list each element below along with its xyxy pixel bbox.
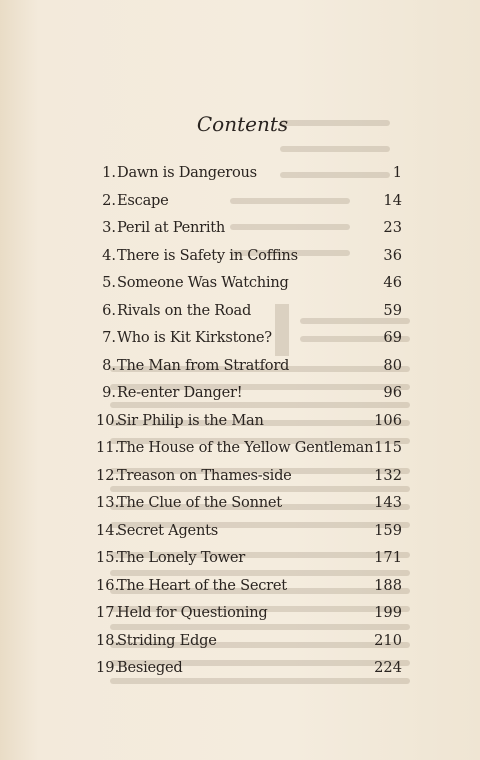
chapter-title: Someone Was Watching: [117, 274, 289, 291]
chapter-title: Re-enter Danger!: [117, 384, 243, 401]
chapter-number: 18.: [96, 631, 120, 649]
chapter-number: 19.: [96, 659, 120, 676]
chapter-number: 11.: [96, 439, 120, 456]
toc-entry: [96, 162, 402, 190]
chapter-title: The Heart of the Secret: [117, 576, 287, 594]
chapter-title: The Lonely Tower: [117, 549, 245, 566]
chapter-page: 210: [374, 631, 402, 649]
chapter-page: 1: [392, 164, 402, 181]
chapter-title: Escape: [117, 191, 169, 209]
chapter-title: Secret Agents: [117, 521, 218, 539]
toc-entry: [96, 190, 402, 218]
chapter-title: The Man from Stratford: [117, 356, 290, 374]
chapter-page: 36: [383, 246, 402, 264]
chapter-page: 23: [383, 219, 402, 236]
chapter-title: Dawn is Dangerous: [117, 164, 257, 181]
chapter-title: Besieged: [117, 659, 183, 676]
toc-entry: [96, 575, 402, 603]
toc-entry: [96, 327, 402, 355]
chapter-page: 115: [374, 439, 402, 456]
chapter-page: 96: [383, 384, 402, 401]
chapter-number: 9.: [102, 384, 116, 401]
toc-entry: [96, 437, 402, 465]
chapter-number: 13.: [96, 494, 120, 511]
chapter-number: 4.: [102, 246, 116, 264]
toc-entry: [96, 520, 402, 548]
toc-entry: [96, 382, 402, 410]
toc-entry: [96, 602, 402, 630]
chapter-page: 171: [374, 549, 402, 566]
chapter-number: 16.: [96, 576, 120, 594]
toc-entry: [96, 217, 402, 245]
chapter-number: 6.: [102, 301, 116, 319]
chapter-page: 132: [374, 466, 402, 484]
chapter-number: 5.: [102, 274, 116, 291]
chapter-page: 199: [374, 604, 402, 621]
contents-heading: Contents: [196, 112, 289, 136]
chapter-page: 143: [374, 494, 402, 511]
chapter-number: 2.: [102, 191, 116, 209]
toc-entry: [96, 300, 402, 328]
toc-entry: [96, 657, 402, 685]
chapter-title: Peril at Penrith: [117, 219, 226, 236]
chapter-page: 69: [383, 329, 402, 346]
chapter-number: 12.: [96, 466, 120, 484]
toc-entry: [96, 547, 402, 575]
toc-entry: [96, 410, 402, 438]
chapter-page: 224: [374, 659, 402, 676]
table-of-contents: [96, 162, 402, 685]
chapter-page: 188: [374, 576, 402, 594]
chapter-number: 3.: [102, 219, 116, 236]
chapter-page: 159: [374, 521, 402, 539]
chapter-number: 17.: [96, 604, 120, 621]
chapter-number: 8.: [102, 356, 116, 374]
chapter-page: 46: [383, 274, 402, 291]
chapter-page: 106: [374, 411, 402, 429]
chapter-title: Striding Edge: [117, 631, 217, 649]
chapter-title: There is Safety in Coffins: [117, 246, 298, 264]
chapter-number: 1.: [102, 164, 116, 181]
chapter-title: Sir Philip is the Man: [117, 411, 264, 429]
chapter-title: Who is Kit Kirkstone?: [117, 329, 272, 346]
toc-entry: [96, 492, 402, 520]
chapter-number: 10.: [96, 411, 120, 429]
chapter-title: The Clue of the Sonnet: [117, 494, 282, 511]
chapter-page: 80: [383, 356, 402, 374]
toc-entry: [96, 272, 402, 300]
toc-entry: [96, 355, 402, 383]
toc-entry: [96, 465, 402, 493]
toc-entry: [96, 245, 402, 273]
chapter-number: 15.: [96, 549, 120, 566]
chapter-number: 7.: [102, 329, 116, 346]
chapter-page: 14: [383, 191, 402, 209]
chapter-title: Treason on Thames-side: [117, 466, 292, 484]
chapter-title: Rivals on the Road: [117, 301, 252, 319]
toc-entry: [96, 630, 402, 658]
chapter-title: The House of the Yellow Gentleman: [117, 439, 374, 456]
chapter-title: Held for Questioning: [117, 604, 268, 621]
chapter-number: 14.: [96, 521, 120, 539]
chapter-page: 59: [383, 301, 402, 319]
